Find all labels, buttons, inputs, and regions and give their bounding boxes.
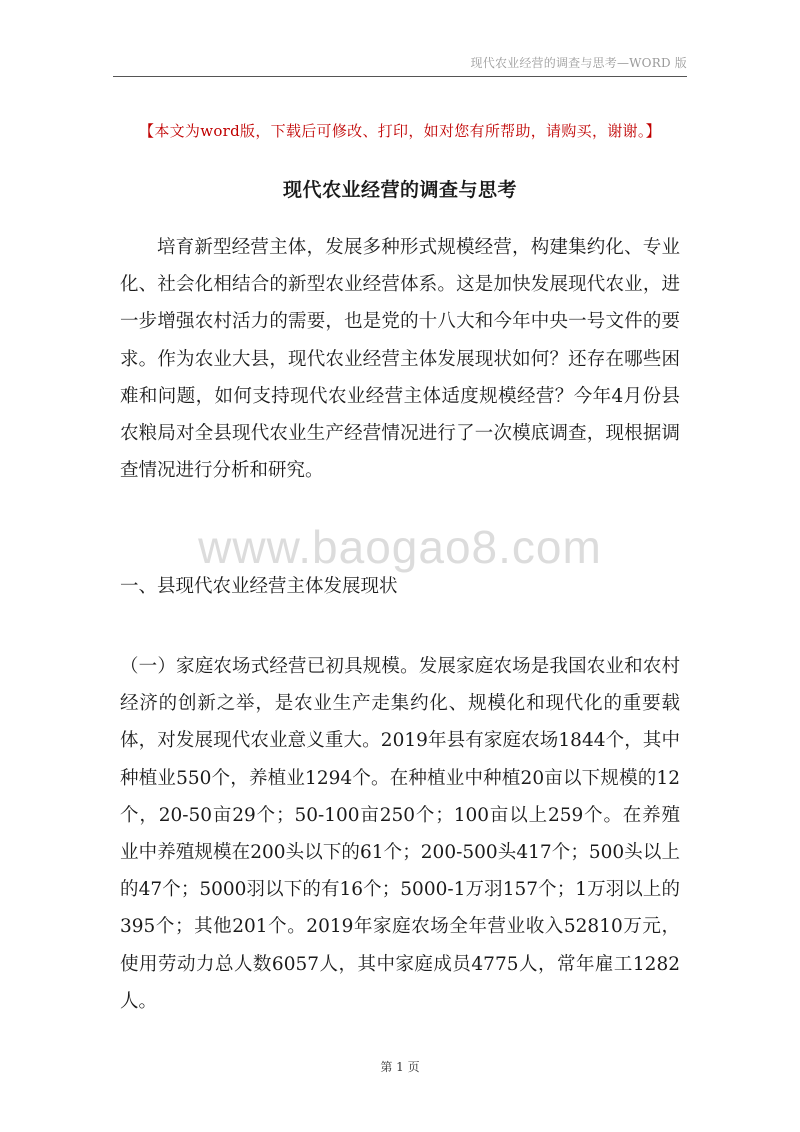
running-title: 现代农业经营的调查与思考—WORD 版 — [470, 56, 687, 70]
subsection-paragraph: （一）家庭农场式经营已初具规模。发展家庭农场是我国农业和农村经济的创新之举，是农业生产走集约化、规模化和现代化的重要载体，对发展现代农业意义重大。2019年县有家庭农场1844个，其中种植业550个，养植业1294个。在种植业中种植20亩以下规模的12个，20-50亩29个；50-100亩250个；100亩以上259个。在养殖业中养殖规模在200头以下的61个；200-500头417个；500头以上的47个；5000羽以下的有16个；5000-1万羽157个；1万羽以上的395个；其他201个。2019年家庭农场全年营业收入52810万元，使用劳动力总人数6057人，其中家庭成员4775人，常年雇工1282人。 — [120, 656, 680, 1012]
page-number: 第 1 页 — [380, 1060, 420, 1074]
page-header — [113, 52, 687, 77]
section-heading: 一、县现代农业经营主体发展现状 — [120, 576, 398, 597]
purchase-notice: 【本文为word版，下载后可修改、打印，如对您有所帮助，请购买，谢谢。】 — [139, 122, 661, 140]
intro-paragraph: 培育新型经营主体，发展多种形式规模经营，构建集约化、专业化、社会化相结合的新型农业经营体系。这是加快发展现代农业，进一步增强农村活力的需要，也是党的十八大和今年中央一号文件的要求。作为农业大县，现代农业经营主体发展现状如何？还存在哪些困难和问题，如何支持现代农业经营主体适度规模经营？今年4月份县农粮局对全县现代农业生产经营情况进行了一次模底调查，现根据调查情况进行分析和研究。 — [120, 237, 680, 482]
watermark: www.baogao8.com — [198, 521, 602, 573]
document-title: 现代农业经营的调查与思考 — [282, 179, 517, 201]
